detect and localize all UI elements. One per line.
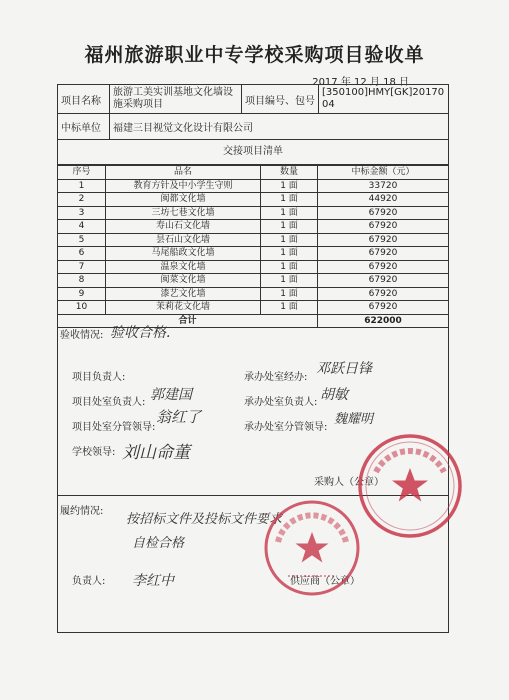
row-qty: 1 面	[261, 287, 318, 301]
page-title: 福州旅游职业中专学校采购项目验收单	[84, 44, 425, 66]
handover-table	[57, 165, 449, 328]
row-qty: 1 面	[261, 301, 318, 315]
col-header-item: 品名	[106, 166, 261, 180]
dept-head-label: 承办处室负责人:	[244, 397, 318, 408]
table-row	[58, 206, 449, 220]
office-lead-label: 项目处室分管领导:	[72, 422, 156, 433]
row-item: 三坊七巷文化墙	[106, 206, 261, 220]
col-header-index: 序号	[58, 166, 106, 180]
row-amount: 67920	[318, 206, 449, 220]
row-amount: 67920	[318, 247, 449, 261]
acceptance-handwriting: 验收合格.	[110, 325, 171, 341]
dept-head-signature: 胡敏	[320, 387, 348, 403]
contract-handwriting-line2: 自检合格	[132, 536, 185, 551]
table-row	[58, 179, 449, 193]
row-index: 10	[58, 301, 106, 315]
table-row	[58, 233, 449, 247]
table-row	[58, 260, 449, 274]
row-qty: 1 面	[261, 179, 318, 193]
row-item: 教育方针及中小学生守则	[106, 179, 261, 193]
row-qty: 1 面	[261, 206, 318, 220]
dept-manager-signature: 邓跃日锋	[316, 361, 372, 377]
project-name-value: 旅游工美实训基地文化墙设施采购项目	[110, 85, 242, 114]
row-qty: 1 面	[261, 274, 318, 288]
school-lead-label: 学校领导:	[72, 447, 116, 458]
row-index: 7	[58, 260, 106, 274]
acceptance-label: 验收情况:	[60, 330, 104, 341]
row-index: 1	[58, 179, 106, 193]
table-row	[58, 301, 449, 315]
handover-title: 交接项目清单	[57, 140, 449, 165]
row-amount: 33720	[318, 179, 449, 193]
table-row	[58, 287, 449, 301]
row-amount: 44920	[318, 193, 449, 207]
office-head-label: 项目处室负责人:	[72, 397, 146, 408]
table-row	[58, 274, 449, 288]
project-info-table	[57, 84, 449, 140]
row-amount: 67920	[318, 233, 449, 247]
table-row	[58, 220, 449, 234]
row-amount: 67920	[318, 274, 449, 288]
school-seal-stamp	[356, 432, 464, 540]
row-item: 茉莉花文化墙	[106, 301, 261, 315]
supplier-seal-stamp	[262, 498, 362, 598]
winner-value: 福建三目视觉文化设计有限公司	[110, 114, 449, 140]
row-amount: 67920	[318, 287, 449, 301]
responsible-label: 负责人:	[72, 576, 106, 587]
purchaser-seal-label: 采购人（公章）	[314, 477, 384, 488]
project-name-label: 项目名称	[58, 85, 110, 114]
project-no-value: [350100]HMY[GK]2017004	[319, 85, 449, 114]
total-value: 622000	[318, 314, 449, 328]
dept-lead-signature: 魏耀明	[334, 412, 374, 427]
row-item: 温泉文化墙	[106, 260, 261, 274]
office-lead-signature: 翁红了	[156, 408, 202, 426]
responsible-signature: 李红中	[132, 573, 174, 589]
office-head-signature: 郭建国	[150, 387, 192, 403]
row-index: 5	[58, 233, 106, 247]
row-item: 寿山石文化墙	[106, 220, 261, 234]
row-index: 4	[58, 220, 106, 234]
contract-handwriting-line1: 按招标文件及投标文件要求	[126, 512, 283, 527]
row-qty: 1 面	[261, 233, 318, 247]
contract-label: 履约情况:	[60, 506, 104, 517]
row-item: 昙石山文化墙	[106, 233, 261, 247]
col-header-qty: 数量	[261, 166, 318, 180]
row-qty: 1 面	[261, 220, 318, 234]
row-item: 闽都文化墙	[106, 193, 261, 207]
dept-manager-label: 承办处室经办:	[244, 372, 308, 383]
row-qty: 1 面	[261, 247, 318, 261]
row-item: 漆艺文化墙	[106, 287, 261, 301]
row-index: 6	[58, 247, 106, 261]
winner-label: 中标单位	[58, 114, 110, 140]
dept-lead-label: 承办处室分管领导:	[244, 422, 328, 433]
form-grid	[57, 84, 449, 328]
project-no-label: 项目编号、包号	[242, 85, 319, 114]
row-qty: 1 面	[261, 260, 318, 274]
supplier-seal-label: 供应商（公章）	[290, 576, 360, 587]
project-lead-label: 项目负责人:	[72, 372, 126, 383]
row-index: 2	[58, 193, 106, 207]
row-index: 9	[58, 287, 106, 301]
row-item: 马尾船政文化墙	[106, 247, 261, 261]
row-qty: 1 面	[261, 193, 318, 207]
col-header-amount: 中标金额（元）	[318, 166, 449, 180]
row-amount: 67920	[318, 220, 449, 234]
row-index: 3	[58, 206, 106, 220]
table-row	[58, 193, 449, 207]
row-amount: 67920	[318, 301, 449, 315]
row-index: 8	[58, 274, 106, 288]
row-amount: 67920	[318, 260, 449, 274]
row-item: 闽菜文化墙	[106, 274, 261, 288]
school-lead-signature: 刘山命董	[122, 443, 190, 463]
table-row	[58, 247, 449, 261]
total-label: 合计	[58, 314, 318, 328]
form-date: 2017 年 12 月 18 日	[312, 77, 409, 88]
